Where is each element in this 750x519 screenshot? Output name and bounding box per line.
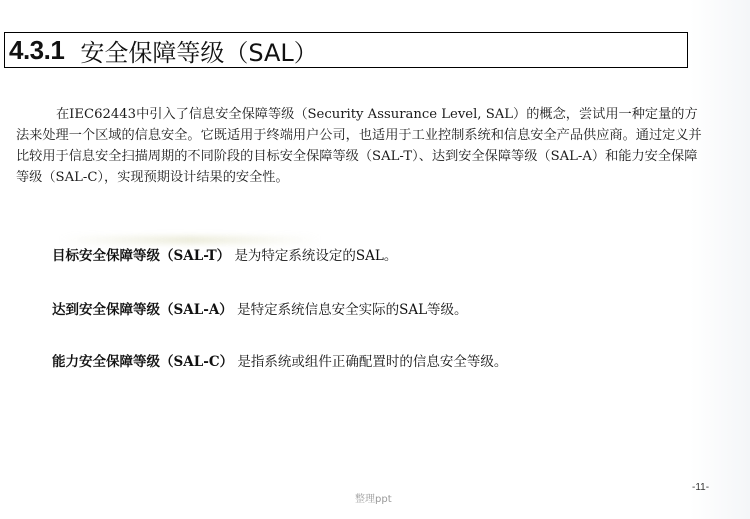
decorative-highlight (60, 236, 320, 244)
definition-desc: 是特定系统信息安全实际的SAL等级。 (237, 302, 468, 318)
definition-sal-a (52, 301, 692, 319)
section-title: 安全保障等级（SAL） (80, 38, 318, 67)
decorative-background-strip (690, 0, 750, 519)
section-number: 4.3.1 (9, 34, 65, 65)
definition-term: 目标安全保障等级（SAL-T） (52, 248, 231, 264)
title-box (4, 32, 688, 68)
definition-sal-t (52, 247, 692, 265)
definition-sal-c (52, 353, 692, 371)
intro-paragraph: 在IEC62443中引入了信息安全保障等级（Security Assurance Level, SAL）的概念，尝试用一种定量的方法来处理一个区域的信息安全。它既适用于终端用户公司，也适用于工业控制系统和信息安全产品供应商。通过定义并比较用于信息安全扫描周期的不同阶段的目标安全保障等级（SAL-T）、达到安全保障等级（SAL-A）和能力安全保障等级（SAL-C），实现预期设计结果的安全性。 (16, 107, 702, 185)
footer-text: 整理ppt (355, 494, 392, 505)
definition-term: 达到安全保障等级（SAL-A） (52, 302, 233, 318)
definition-term: 能力安全保障等级（SAL-C） (52, 354, 234, 370)
definition-desc: 是为特定系统设定的SAL。 (234, 248, 398, 264)
page-number: -11- (692, 482, 710, 493)
definition-desc: 是指系统或组件正确配置时的信息安全等级。 (237, 354, 508, 370)
